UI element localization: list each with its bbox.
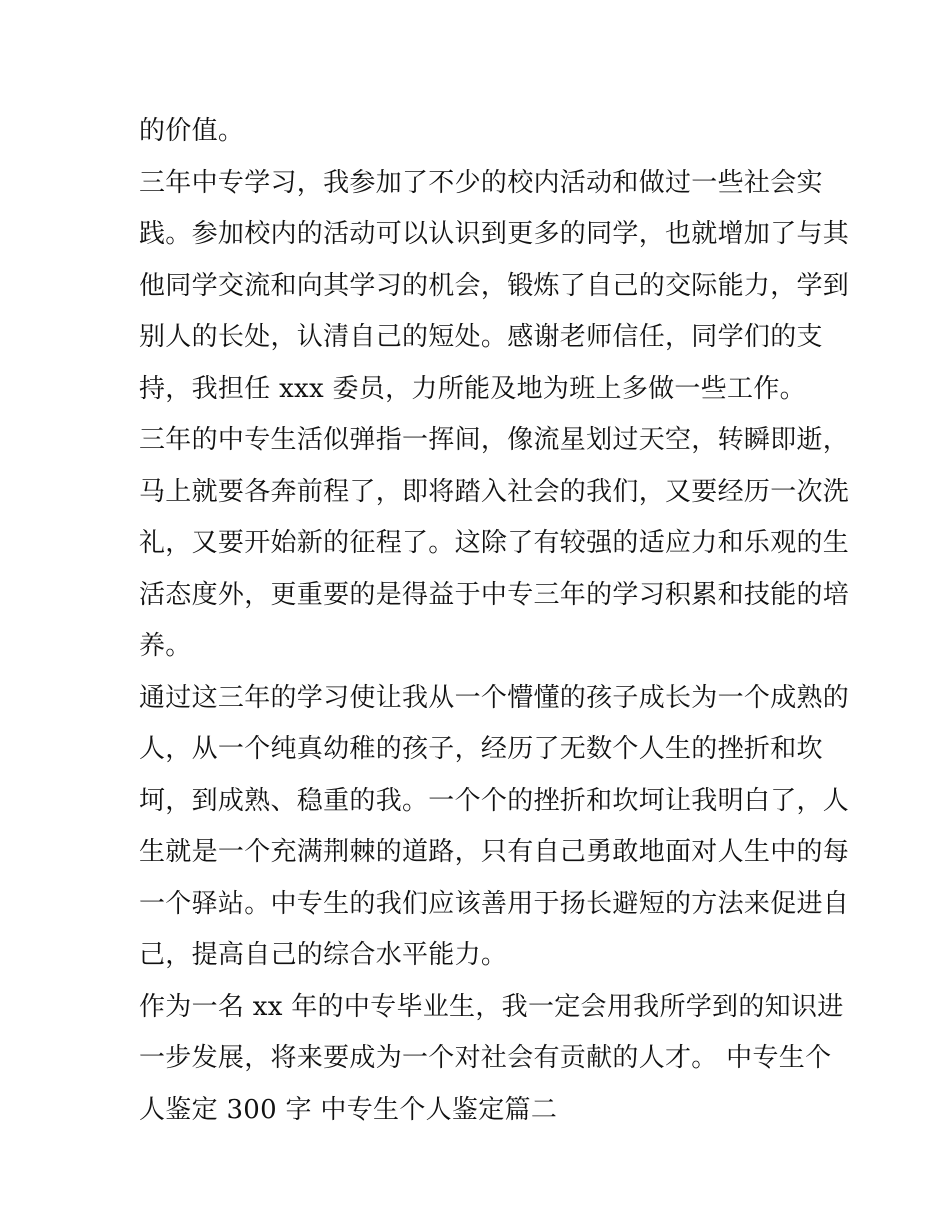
text-line: 活态度外，更重要的是得益于中专三年的学习积累和技能的培	[139, 579, 850, 610]
text-line: 的价值。	[139, 116, 245, 146]
body-text	[139, 106, 850, 1136]
text-line: 三年的中专生活似弹指一挥间，像流星划过天空，转瞬即逝，	[139, 425, 850, 455]
text-line: 人鉴定 300 字 中专生个人鉴定篇二	[139, 1094, 558, 1125]
text-line: 礼，又要开始新的征程了。这除了有较强的适应力和乐观的生	[139, 528, 850, 558]
text-line: 养。	[139, 631, 192, 661]
text-line: 践。参加校内的活动可以认识到更多的同学，也就增加了与其	[139, 219, 850, 249]
text-line: 三年中专学习，我参加了不少的校内活动和做过一些社会实	[139, 167, 823, 198]
text-line: 他同学交流和向其学习的机会，锻炼了自己的交际能力，学到	[139, 270, 850, 301]
text-line: 作为一名 xx 年的中专毕业生，我一定会用我所学到的知识进	[139, 991, 844, 1022]
text-line: 别人的长处，认清自己的短处。感谢老师信任，同学们的支	[139, 322, 823, 352]
text-line: 持，我担任 xxx 委员，力所能及地为班上多做一些工作。	[139, 373, 806, 404]
text-line: 人，从一个纯真幼稚的孩子，经历了无数个人生的挫折和坎	[139, 734, 823, 764]
text-line: 己，提高自己的综合水平能力。	[139, 940, 508, 970]
text-line: 马上就要各奔前程了，即将踏入社会的我们，又要经历一次洗	[139, 476, 850, 507]
text-line: 通过这三年的学习使让我从一个懵懂的孩子成长为一个成熟的	[139, 682, 850, 713]
text-line: 一个驿站。中专生的我们应该善用于扬长避短的方法来促进自	[139, 888, 850, 919]
text-line: 生就是一个充满荆棘的道路，只有自己勇敢地面对人生中的每	[139, 837, 850, 867]
text-line: 一步发展，将来要成为一个对社会有贡献的人才。 中专生个	[139, 1043, 832, 1073]
text-line: 坷，到成熟、稳重的我。一个个的挫折和坎坷让我明白了，人	[139, 785, 850, 816]
